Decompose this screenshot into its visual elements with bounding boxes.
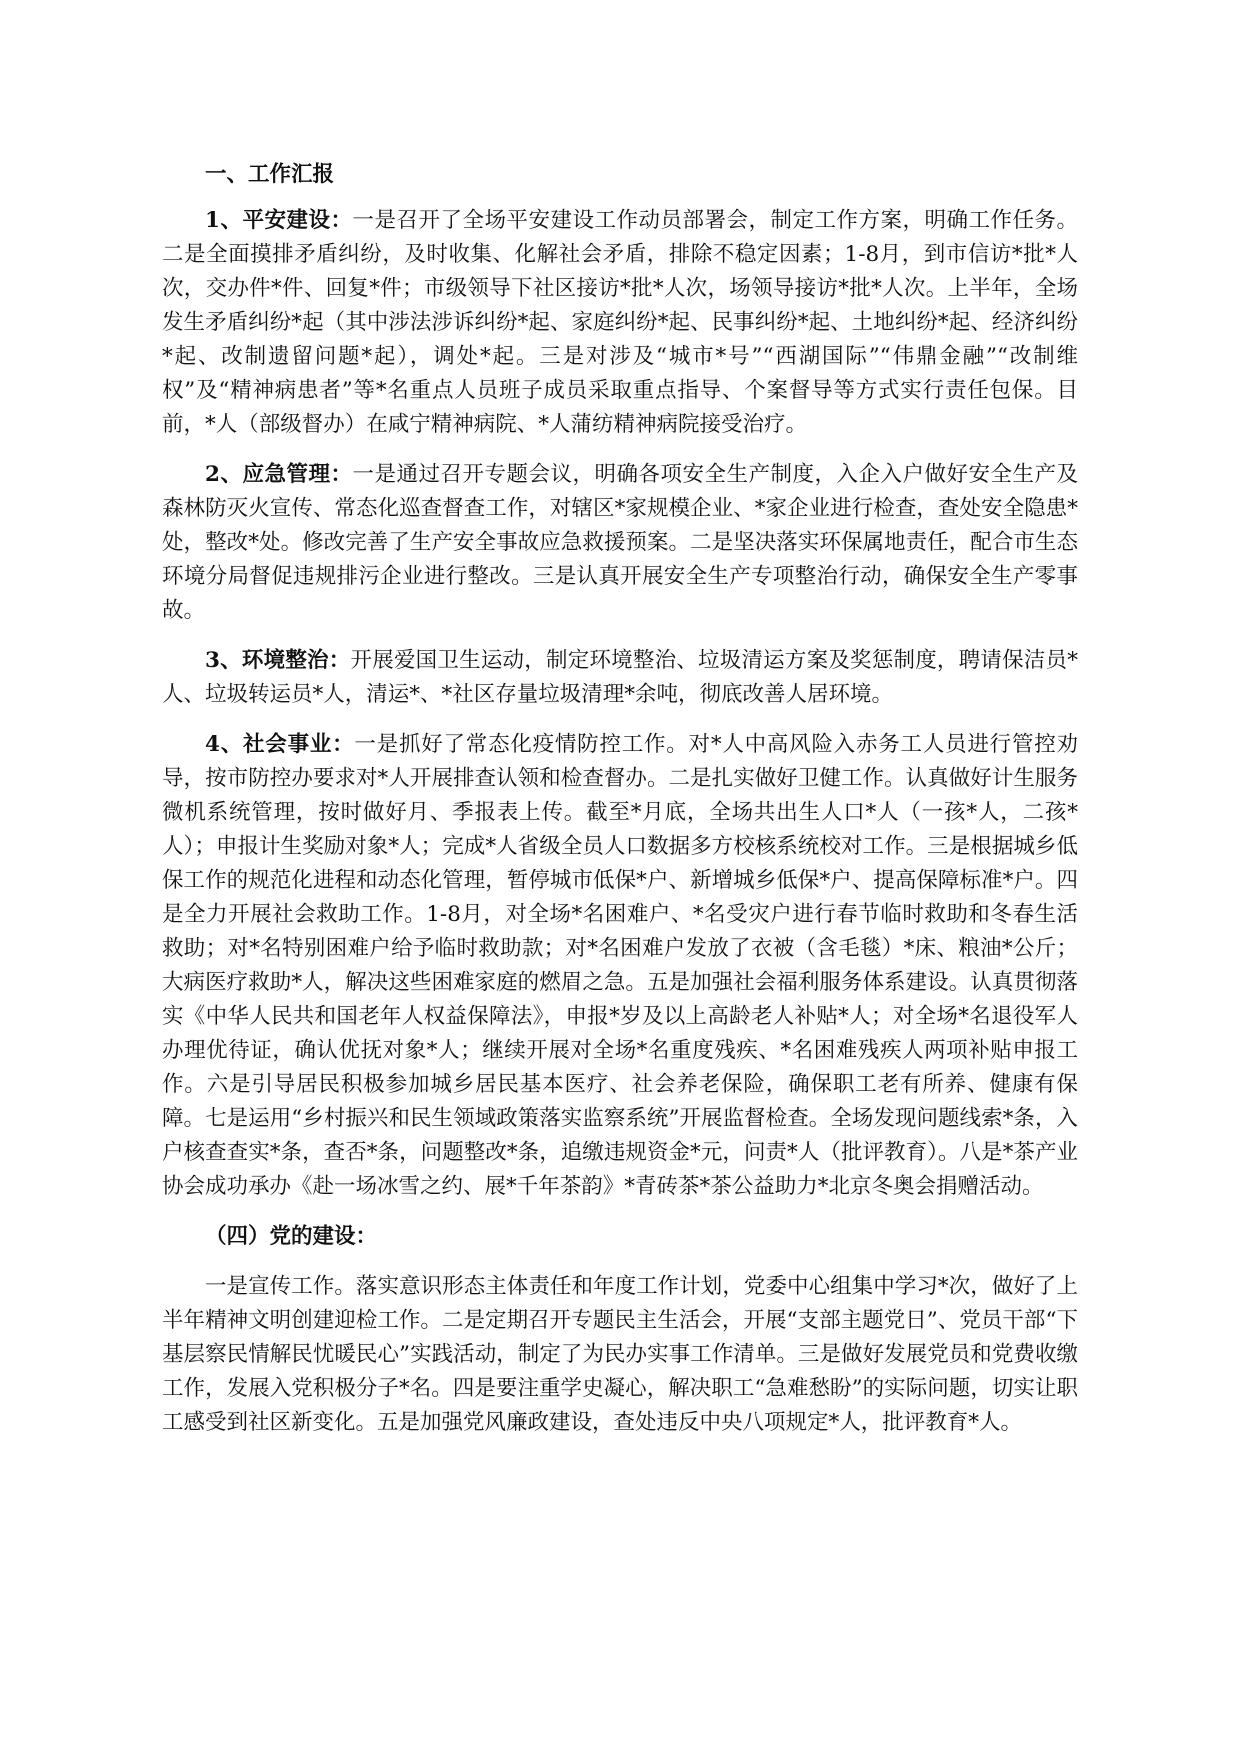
paragraph-party-building [162,1270,1078,1440]
paragraph-environment [162,644,1078,712]
paragraph-label: 2、应急管理： [205,462,353,487]
paragraph-text: 一是宣传工作。落实意识形态主体责任和年度工作计划，党委中心组集中学习*次，做好了上半年精神文明创建迎检工作。二是定期召开专题民主生活会，开展“支部主题党日”、党员干部“下基层察民情解民忧暖民心”实践活动，制定了为民办实事工作清单。三是做好发展党员和党费收缴工作，发展入党积极分子*名。四是要注重学史凝心，解决职工“急难愁盼”的实际问题，切实让职工感受到社区新变化。五是加强党风廉政建设，查处违反中央八项规定*人，批评教育*人。 [162,1274,1078,1435]
paragraph-label: 1、平安建设： [205,208,353,233]
paragraph-text: 开展爱国卫生运动，制定环境整治、垃圾清运方案及奖惩制度，聘请保洁员*人、垃圾转运员*人，清运*、*社区存量垃圾清理*余吨，彻底改善人居环境。 [162,648,1078,707]
paragraph-text: 一是通过召开专题会议，明确各项安全生产制度，入企入户做好安全生产及森林防灭火宣传、常态化巡查督查工作，对辖区*家规模企业、*家企业进行检查，查处安全隐患*处，整改*处。修改完善了生产安全事故应急救援预案。二是坚决落实环保属地责任，配合市生态环境分局督促违规排污企业进行整改。三是认真开展安全生产专项整治行动，确保安全生产零事故。 [162,462,1078,623]
paragraph-label: （四）党的建设： [205,1224,378,1249]
section-heading: 一、工作汇报 [205,162,335,187]
paragraph-social-affairs [162,728,1078,1204]
paragraph-emergency-management [162,458,1078,628]
subheading-party-building [162,1220,1078,1254]
paragraph-safety-construction [162,204,1078,442]
paragraph-label: 3、环境整治： [205,648,351,673]
document-page [162,158,1078,1456]
paragraph-text: 一是召开了全场平安建设工作动员部署会，制定工作方案，明确工作任务。二是全面摸排矛盾纠纷，及时收集、化解社会矛盾，排除不稳定因素；1-8月，到市信访*批*人次，交办件*件、回复*件；市级领导下社区接访*批*人次，场领导接访*批*人次。上半年，全场发生矛盾纠纷*起（其中涉法涉诉纠纷*起、家庭纠纷*起、民事纠纷*起、土地纠纷*起、经济纠纷*起、改制遗留问题*起），调处*起。三是对涉及“城市*号”“西湖国际”“伟鼎金融”“改制维权”及“精神病患者”等*名重点人员班子成员采取重点指导、个案督导等方式实行责任包保。目前，*人（部级督办）在咸宁精神病院、*人蒲纺精神病院接受治疗。 [162,208,1078,437]
paragraph-label: 4、社会事业： [205,732,355,757]
paragraph-text: 一是抓好了常态化疫情防控工作。对*人中高风险入赤务工人员进行管控劝导，按市防控办要求对*人开展排查认领和检查督办。二是扎实做好卫健工作。认真做好计生服务微机系统管理，按时做好月、季报表上传。截至*月底，全场共出生人口*人（一孩*人，二孩*人）；申报计生奖励对象*人；完成*人省级全员人口数据多方校核系统校对工作。三是根据城乡低保工作的规范化进程和动态化管理，暂停城市低保*户、新增城乡低保*户、提高保障标准*户。四是全力开展社会救助工作。1-8月，对全场*名困难户、*名受灾户进行春节临时救助和冬春生活救助；对*名特别困难户给予临时救助款；对*名困难户发放了衣被（含毛毯）*床、粮油*公斤；大病医疗救助*人，解决这些困难家庭的燃眉之急。五是加强社会福利服务体系建设。认真贯彻落实《中华人民共和国老年人权益保障法》，申报*岁及以上高龄老人补贴*人；对全场*名退役军人办理优待证，确认优抚对象*人；继续开展对全场*名重度残疾、*名困难残疾人两项补贴申报工作。六是引导居民积极参加城乡居民基本医疗、社会养老保险，确保职工老有所养、健康有保障。七是运用“乡村振兴和民生领域政策落实监察系统”开展监督检查。全场发现问题线索*条，入户核查查实*条，查否*条，问题整改*条，追缴违规资金*元，问责*人（批评教育）。八是*茶产业协会成功承办《赴一场冰雪之约、展*千年茶韵》*青砖茶*茶公益助力*北京冬奥会捐赠活动。 [162,732,1078,1199]
